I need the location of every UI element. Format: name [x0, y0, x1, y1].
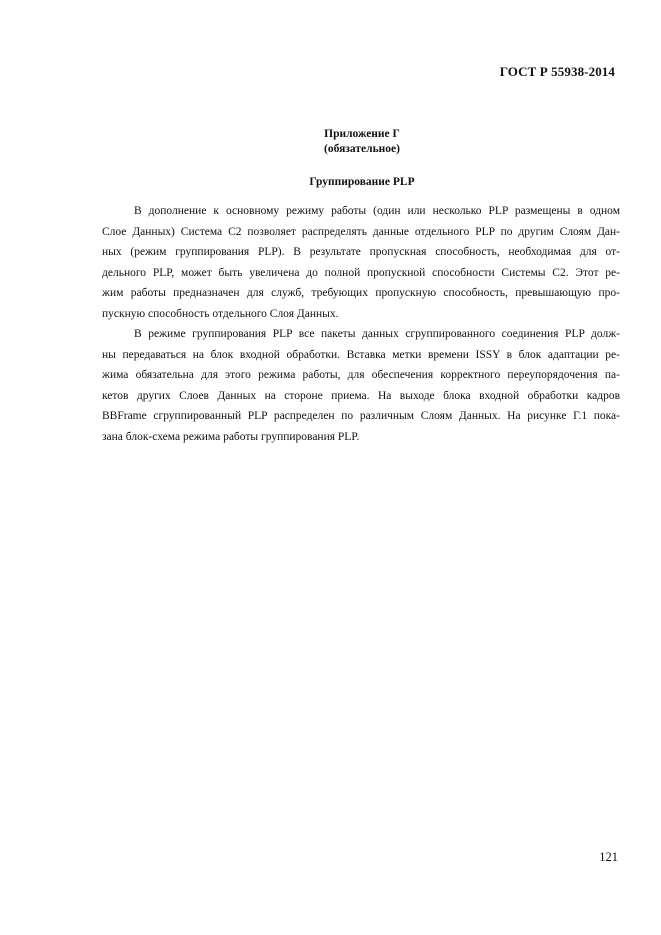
paragraph-line: ных (режим группирования PLP). В результате пропускная способность, необходимая для от-	[102, 246, 620, 258]
paragraph-2	[102, 324, 620, 447]
paragraph-line: В дополнение к основному режиму работы (один или несколько PLP размещены в одном	[134, 205, 620, 217]
paragraph-line: зана блок-схема режима работы группирования PLP.	[102, 430, 360, 443]
paragraph-line: пускную способность отдельного Слоя Данных.	[102, 307, 339, 320]
appendix-title: Приложение Г	[324, 128, 400, 140]
appendix-status: (обязательное)	[324, 143, 400, 155]
paragraph-line: Слое Данных) Система С2 позволяет распределять данные отдельного PLP по другим Слоям Дан-	[102, 225, 620, 238]
section-title: Группирование PLP	[309, 176, 415, 188]
page-number: 121	[599, 850, 618, 864]
paragraph-line: дельного PLP, может быть увеличена до полной пропускной способности Системы С2. Этот ре-	[102, 266, 620, 279]
standard-code-header: ГОСТ Р 55938-2014	[499, 64, 615, 79]
paragraph-line: BBFrame сгруппированный PLP распределен по различным Слоям Данных. На рисунке Г.1 пока-	[102, 410, 620, 422]
paragraph-line: кетов других Слоев Данных на стороне приема. На выходе блока входной обработки кадров	[102, 389, 620, 402]
paragraph-line: ны передаваться на блок входной обработки. Вставка метки времени ISSY в блок адаптации ре-	[102, 348, 620, 361]
paragraph-line: жим работы предназначен для служб, требующих пропускную способность, превышающую про-	[102, 287, 620, 299]
paragraph-1	[102, 201, 620, 324]
paragraph-line: В режиме группирования PLP все пакеты данных сгруппированного соединения PLP долж-	[134, 328, 620, 340]
appendix-heading	[0, 127, 661, 157]
paragraph-line: жима обязательна для этого режима работы, для обеспечения корректного переупорядочения па-	[102, 369, 620, 381]
body-text	[102, 201, 620, 447]
